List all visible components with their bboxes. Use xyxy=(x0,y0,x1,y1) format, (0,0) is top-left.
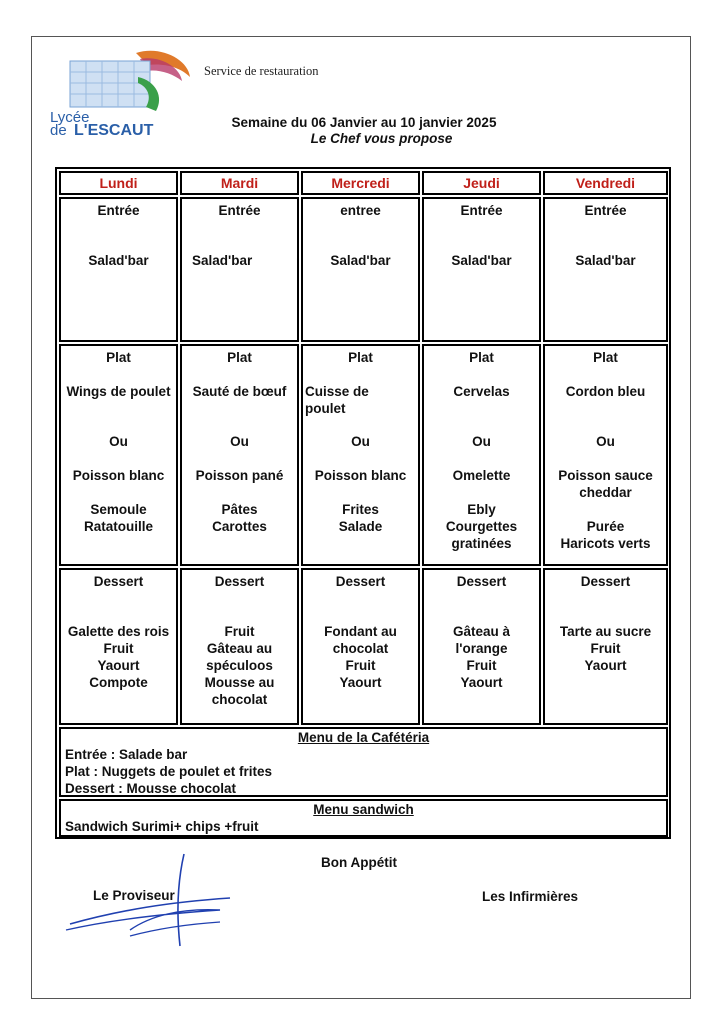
dessert-heading: Dessert xyxy=(214,574,265,589)
dessert-cell-jeudi xyxy=(422,568,541,725)
plat-sides: Pâtes Carottes xyxy=(212,502,267,534)
plat-main: Wings de poulet xyxy=(66,384,171,399)
dessert-items: Gâteau à l'orange Fruit Yaourt xyxy=(452,624,511,690)
entree-heading: Entrée xyxy=(584,203,627,218)
dessert-cell-vendredi xyxy=(543,568,668,725)
school-logo xyxy=(48,47,198,142)
plat-cell-vendredi xyxy=(543,344,668,566)
dessert-cell-mardi xyxy=(180,568,299,725)
dessert-cell-lundi xyxy=(59,568,178,725)
proviseur-label: Le Proviseur xyxy=(93,888,175,903)
plat-ou: Ou xyxy=(596,434,615,449)
plat-alt: Poisson sauce cheddar xyxy=(558,468,653,500)
plat-heading: Plat xyxy=(106,350,131,365)
service-label: Service de restauration xyxy=(204,64,319,78)
dessert-heading: Dessert xyxy=(93,574,144,589)
sandwich-section xyxy=(59,799,668,837)
plat-sides: Purée Haricots verts xyxy=(560,519,651,551)
plat-heading: Plat xyxy=(469,350,494,365)
logo-text-escaut: L'ESCAUT xyxy=(74,122,154,139)
plat-cell-jeudi xyxy=(422,344,541,566)
plat-ou: Ou xyxy=(472,434,491,449)
plat-cell-mercredi xyxy=(301,344,420,566)
plat-main: Sauté de bœuf xyxy=(192,384,287,399)
dessert-heading: Dessert xyxy=(456,574,507,589)
day-header-vendredi: Vendredi xyxy=(543,171,668,195)
entree-cell-mardi xyxy=(180,197,299,342)
entree-dish: Salad'bar xyxy=(192,253,253,268)
day-header-mercredi: Mercredi xyxy=(301,171,420,195)
plat-alt: Omelette xyxy=(452,468,511,483)
plat-alt: Poisson blanc xyxy=(314,468,407,483)
entree-dish: Salad'bar xyxy=(88,253,149,268)
plat-main: Cordon bleu xyxy=(565,384,646,399)
sandwich-text: Sandwich Surimi+ chips +fruit xyxy=(65,819,259,834)
sandwich-title: Menu sandwich xyxy=(313,802,414,817)
plat-sides: Semoule Ratatouille xyxy=(83,502,153,534)
dessert-items: Fondant au chocolat Fruit Yaourt xyxy=(324,624,397,690)
entree-cell-lundi xyxy=(59,197,178,342)
plat-alt: Poisson pané xyxy=(195,468,284,483)
plat-main: Cuisse de poulet xyxy=(305,384,369,416)
plat-alt: Poisson blanc xyxy=(72,468,165,483)
plat-ou: Ou xyxy=(351,434,370,449)
day-header-mardi: Mardi xyxy=(180,171,299,195)
plat-cell-lundi xyxy=(59,344,178,566)
infirmieres-label: Les Infirmières xyxy=(482,889,579,904)
day-header-lundi: Lundi xyxy=(59,171,178,195)
weekly-menu-table xyxy=(55,167,671,839)
entree-heading: Entrée xyxy=(218,203,261,218)
entree-cell-jeudi xyxy=(422,197,541,342)
logo-text-lycee: Lycée xyxy=(50,109,90,126)
bon-appetit: Bon Appétit xyxy=(321,855,397,870)
cafeteria-title: Menu de la Cafétéria xyxy=(297,730,430,745)
dessert-items: Galette des rois Fruit Yaourt Compote xyxy=(67,624,170,690)
plat-sides: Ebly Courgettes gratinées xyxy=(445,502,518,551)
plat-heading: Plat xyxy=(227,350,252,365)
dessert-heading: Dessert xyxy=(335,574,386,589)
entree-cell-mercredi xyxy=(301,197,420,342)
chef-subtitle: Le Chef vous propose xyxy=(310,131,453,146)
dessert-cell-mercredi xyxy=(301,568,420,725)
plat-main: Cervelas xyxy=(453,384,510,399)
cafeteria-dessert: Dessert : Mousse chocolat xyxy=(65,781,237,796)
plat-heading: Plat xyxy=(593,350,618,365)
dessert-items: Fruit Gâteau au spéculoos Mousse au chocolat xyxy=(204,624,275,707)
logo-text-de: de xyxy=(50,122,67,139)
plat-sides: Frites Salade xyxy=(338,502,383,534)
plat-ou: Ou xyxy=(109,434,128,449)
entree-dish: Salad'bar xyxy=(330,253,391,268)
cafeteria-section xyxy=(59,727,668,797)
dessert-heading: Dessert xyxy=(580,574,631,589)
dessert-items: Tarte au sucre Fruit Yaourt xyxy=(559,624,652,673)
entree-heading: entree xyxy=(340,203,381,218)
day-header-jeudi: Jeudi xyxy=(422,171,541,195)
entree-heading: Entrée xyxy=(460,203,503,218)
plat-cell-mardi xyxy=(180,344,299,566)
entree-heading: Entrée xyxy=(97,203,140,218)
plat-ou: Ou xyxy=(230,434,249,449)
cafeteria-entree: Entrée : Salade bar xyxy=(65,747,188,762)
entree-dish: Salad'bar xyxy=(451,253,512,268)
entree-dish: Salad'bar xyxy=(575,253,636,268)
plat-heading: Plat xyxy=(348,350,373,365)
week-title: Semaine du 06 Janvier au 10 janvier 2025 xyxy=(231,115,497,130)
entree-cell-vendredi xyxy=(543,197,668,342)
cafeteria-plat: Plat : Nuggets de poulet et frites xyxy=(65,764,273,779)
